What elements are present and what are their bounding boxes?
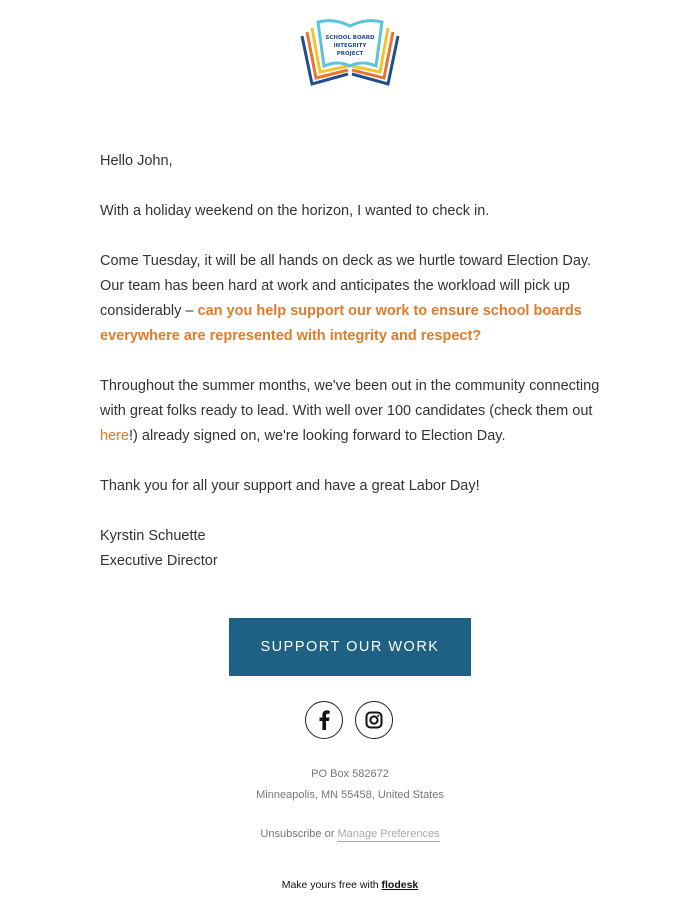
flodesk-link[interactable]: flodesk xyxy=(381,879,419,891)
school-board-integrity-project-logo xyxy=(298,14,402,90)
svg-text:INTEGRITY: INTEGRITY xyxy=(333,43,367,49)
greeting: Hello John, xyxy=(100,153,173,169)
candidates-text: Throughout the summer months, we've been out in the community connecting with great folks ready to lead. With well over 100 candidates (check them out xyxy=(100,378,600,419)
made-with-text: Make yours free with xyxy=(281,879,382,891)
paragraph-thanks: Thank you for all your support and have a great Labor Day! xyxy=(100,478,480,494)
unsubscribe-link[interactable]: Unsubscribe xyxy=(260,828,322,840)
email-body xyxy=(100,149,600,574)
address-line-2: Minneapolis, MN 55458, United States xyxy=(256,789,444,801)
paragraph-intro: With a holiday weekend on the horizon, I wanted to check in. xyxy=(100,203,490,219)
instagram-icon[interactable] xyxy=(355,701,393,739)
preferences-row xyxy=(0,828,700,840)
or-text: or xyxy=(321,828,338,840)
candidates-text-after: !) already signed on, we're looking forward to Election Day. xyxy=(129,428,506,444)
manage-preferences-link[interactable]: Manage Preferences xyxy=(337,828,440,840)
flodesk-credit xyxy=(0,879,700,891)
signature-title: Executive Director xyxy=(100,553,218,569)
paragraph-candidates xyxy=(100,374,600,449)
svg-text:SCHOOL BOARD: SCHOOL BOARD xyxy=(325,35,375,41)
address-line-1: PO Box 582672 xyxy=(311,768,389,780)
support-our-work-button[interactable]: SUPPORT OUR WORK xyxy=(229,618,471,676)
svg-text:PROJECT: PROJECT xyxy=(336,51,364,57)
appeal-highlight: can you help support our work to ensure school boards everywhere are represented with integrity and respect? xyxy=(100,303,582,344)
appeal-text: Come Tuesday, it will be all hands on deck as we hurtle toward Election Day. Our team has been hard at work and anticipates the workload will pick up considerably – xyxy=(100,253,592,319)
candidates-link[interactable]: here xyxy=(100,428,130,444)
facebook-icon[interactable] xyxy=(305,701,343,739)
paragraph-appeal xyxy=(100,249,600,349)
signature-name: Kyrstin Schuette xyxy=(100,528,206,544)
